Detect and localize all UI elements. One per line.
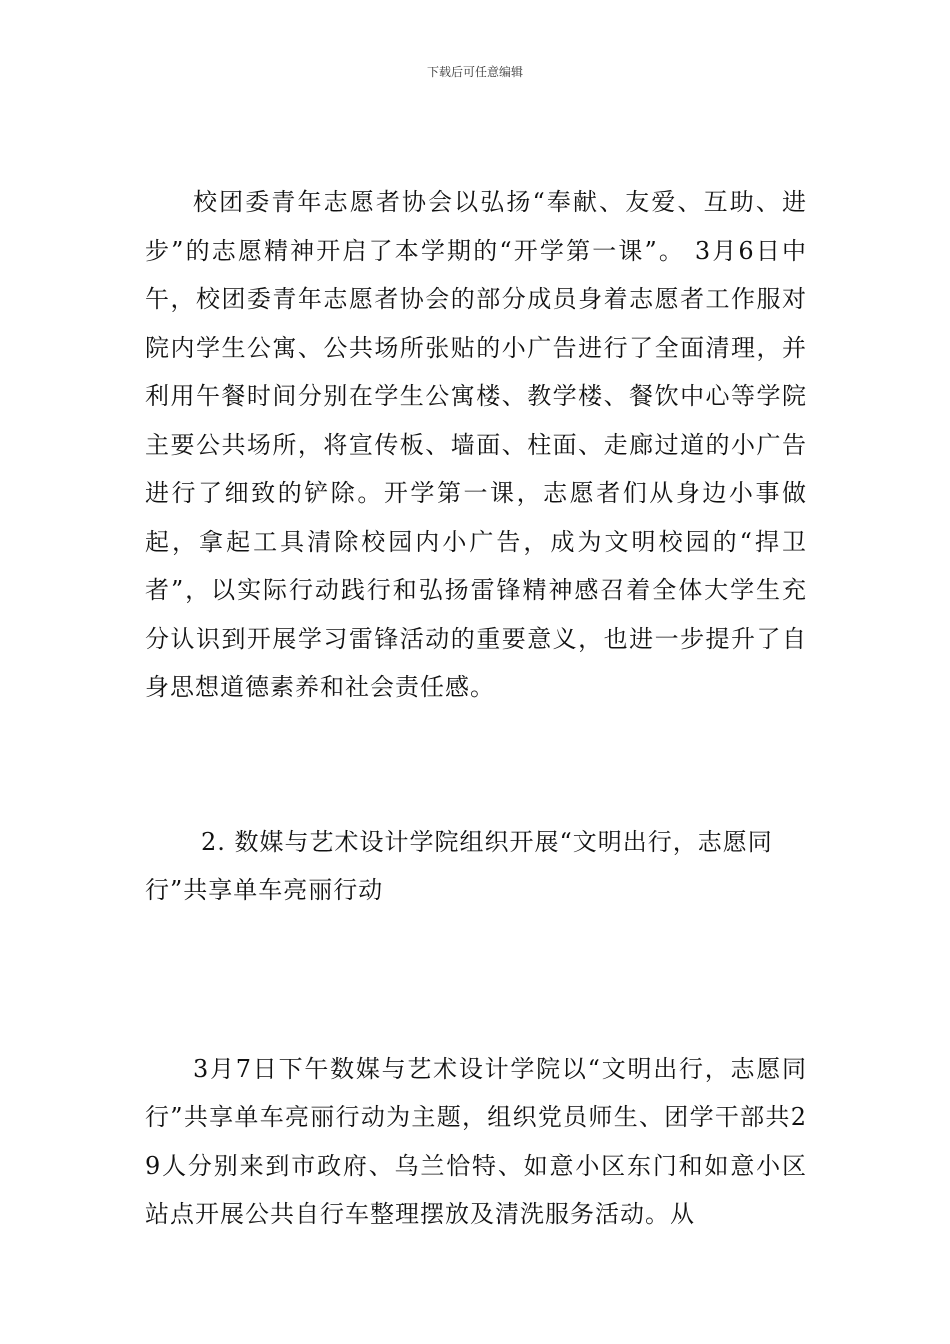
paragraph-shared-bikes: 3月7日下午数媒与艺术设计学院以“文明出行，志愿同行”共享单车亮丽行动为主题，组织党员师生、团学干部共29人分别来到市政府、乌兰恰特、如意小区东门和如意小区站点开展公共自行车整理摆放及清洗服务活动。从 [145, 1054, 807, 1228]
document-body [145, 178, 807, 1239]
paragraph-volunteer-association: 校团委青年志愿者协会以弘扬“奉献、友爱、互助、进步”的志愿精神开启了本学期的“开学第一课”。 3月6日中午，校团委青年志愿者协会的部分成员身着志愿者工作服对院内学生公寓、公共场所张贴的小广告进行了全面清理，并利用午餐时间分别在学生公寓楼、教学楼、餐饮中心等学院主要公共场所，将宣传板、墙面、柱面、走廊过道的小广告进行了细致的铲除。开学第一课，志愿者们从身边小事做起，拿起工具清除校园内小广告，成为文明校园的“捍卫者”，以实际行动践行和弘扬雷锋精神感召着全体大学生充分认识到开展学习雷锋活动的重要意义，也进一步提升了自身思想道德素养和社会责任感。 [145, 188, 807, 701]
spacer [145, 915, 807, 1045]
section-heading-2: 2. 数媒与艺术设计学院组织开展“文明出行，志愿同行”共享单车亮丽行动 [145, 827, 773, 904]
spacer [145, 712, 807, 818]
page-header: 下载后可任意编辑 [426, 65, 523, 79]
